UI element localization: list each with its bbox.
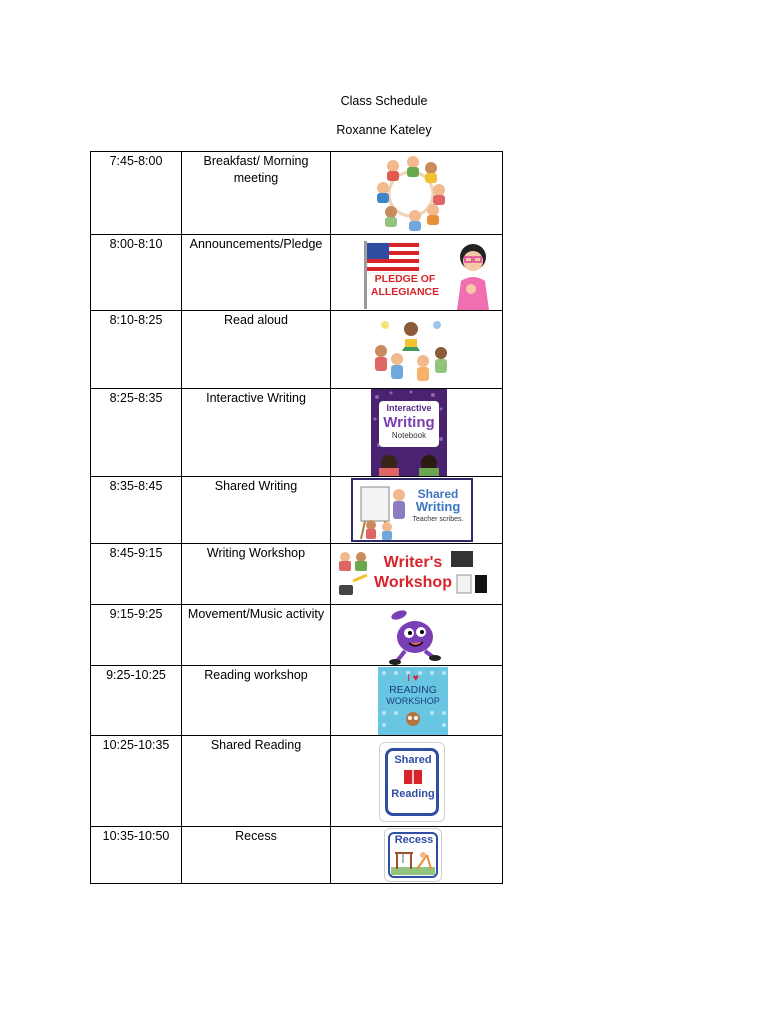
time-cell: 8:35-8:45	[91, 477, 182, 544]
activity-cell: Writing Workshop	[182, 544, 331, 605]
activity-cell: Movement/Music activity	[182, 605, 331, 666]
notebook-text-line: Interactive	[386, 403, 432, 413]
shared-reading-card-icon	[379, 742, 445, 822]
image-cell	[331, 389, 503, 477]
time-cell: 8:00-8:10	[91, 235, 182, 311]
pledge-flag-illustration-icon	[359, 237, 499, 310]
pledge-text-line: PLEDGE OF	[374, 273, 436, 285]
activity-cell: Recess	[182, 827, 331, 884]
shared-writing-card-icon	[351, 478, 473, 542]
writers-workshop-banner-icon	[333, 545, 493, 603]
time-cell: 8:10-8:25	[91, 311, 182, 389]
shared-writing-text-line: Writing	[415, 499, 461, 514]
pledge-text-line: ALLEGIANCE	[370, 286, 440, 298]
shared-reading-text-line: Shared	[394, 754, 432, 766]
document-title: Class Schedule	[340, 94, 428, 108]
table-row	[91, 605, 503, 666]
activity-cell: Interactive Writing	[182, 389, 331, 477]
activity-cell: Announcements/Pledge	[182, 235, 331, 311]
activity-cell: Shared Writing	[182, 477, 331, 544]
shared-writing-text-line: Teacher scribes.	[412, 516, 464, 523]
time-cell: 10:25-10:35	[91, 736, 182, 827]
table-row	[91, 389, 503, 477]
dancing-purple-creature-icon	[379, 605, 449, 665]
image-cell	[331, 311, 503, 389]
notebook-text-line: Writing	[383, 414, 435, 431]
shared-reading-text-line: Reading	[391, 788, 435, 800]
workshop-text-line: Writer's	[383, 554, 443, 571]
table-row	[91, 311, 503, 389]
time-cell: 8:25-8:35	[91, 389, 182, 477]
schedule-table	[90, 151, 503, 884]
reading-poster-text-line: I ♥	[407, 673, 419, 684]
table-row	[91, 152, 503, 235]
read-aloud-illustration-icon	[371, 317, 451, 385]
image-cell	[331, 477, 503, 544]
image-cell	[331, 544, 503, 605]
reading-poster-text-line: WORKSHOP	[386, 696, 440, 706]
time-cell: 9:15-9:25	[91, 605, 182, 666]
table-row	[91, 477, 503, 544]
time-cell: 10:35-10:50	[91, 827, 182, 884]
notebook-text-line: Notebook	[391, 431, 427, 440]
table-row	[91, 736, 503, 827]
recess-text-line: Recess	[394, 834, 434, 846]
table-row	[91, 827, 503, 884]
shared-writing-text-line: Shared	[417, 487, 459, 501]
time-cell: 9:25-10:25	[91, 666, 182, 736]
activity-cell: Shared Reading	[182, 736, 331, 827]
image-cell	[331, 666, 503, 736]
document-author: Roxanne Kateley	[336, 123, 432, 137]
children-circle-illustration-icon	[371, 152, 451, 232]
interactive-writing-notebook-cover-icon	[371, 389, 447, 476]
image-cell	[331, 736, 503, 827]
table-row	[91, 235, 503, 311]
reading-workshop-poster-icon	[378, 667, 448, 735]
table-row	[91, 544, 503, 605]
time-cell: 8:45-9:15	[91, 544, 182, 605]
reading-poster-text-line: READING	[389, 684, 437, 696]
table-row	[91, 666, 503, 736]
recess-card-icon	[384, 828, 442, 882]
image-cell	[331, 235, 503, 311]
activity-cell: Reading workshop	[182, 666, 331, 736]
image-cell	[331, 827, 503, 884]
activity-cell: Read aloud	[182, 311, 331, 389]
activity-cell: Breakfast/ Morning meeting	[182, 152, 331, 235]
workshop-text-line: Workshop	[374, 574, 452, 591]
time-cell: 7:45-8:00	[91, 152, 182, 235]
image-cell	[331, 152, 503, 235]
image-cell	[331, 605, 503, 666]
